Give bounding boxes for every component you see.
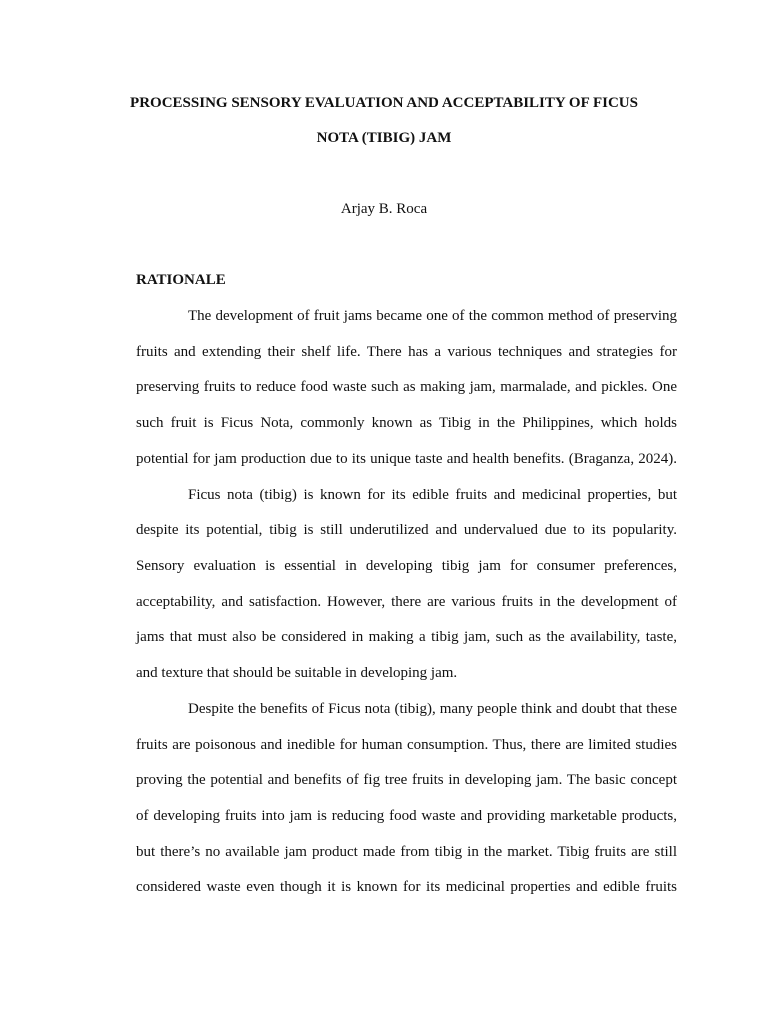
- title-line-1: PROCESSING SENSORY EVALUATION AND ACCEPTABILITY OF FICUS: [130, 95, 638, 111]
- paragraph-2-line-4: acceptability, and satisfaction. However, there are various fruits in the development of: [136, 594, 677, 610]
- paragraph-2-line-6: and texture that should be suitable in developing jam.: [136, 665, 458, 681]
- title-line-2: NOTA (TIBIG) JAM: [316, 130, 452, 146]
- paragraph-3-line-6: considered waste even though it is known for its medicinal properties and edible fruits: [136, 879, 677, 895]
- paragraph-2-line-2: despite its potential, tibig is still underutilized and undervalued due to its popularity.: [136, 522, 677, 538]
- paragraph-3-line-2: fruits are poisonous and inedible for human consumption. Thus, there are limited studies: [136, 737, 677, 753]
- paragraph-1-line-4: such fruit is Ficus Nota, commonly known as Tibig in the Philippines, which holds: [136, 415, 677, 431]
- paragraph-3-line-4: of developing fruits into jam is reducing food waste and providing marketable products,: [136, 808, 677, 824]
- paragraph-1-line-2: fruits and extending their shelf life. There has a various techniques and strategies for: [136, 344, 677, 360]
- paragraph-2-line-3: Sensory evaluation is essential in developing tibig jam for consumer preferences,: [136, 558, 677, 574]
- section-heading: RATIONALE: [136, 272, 226, 288]
- paragraph-3-line-5: but there’s no available jam product made from tibig in the market. Tibig fruits are still: [136, 844, 677, 860]
- author-name: Arjay B. Roca: [340, 201, 428, 217]
- paragraph-2-line-5: jams that must also be considered in making a tibig jam, such as the availability, taste,: [136, 629, 677, 645]
- paragraph-1-line-1: The development of fruit jams became one of the common method of preserving: [188, 308, 677, 324]
- paragraph-3-line-1: Despite the benefits of Ficus nota (tibig), many people think and doubt that these: [188, 701, 677, 717]
- paragraph-1-line-3: preserving fruits to reduce food waste such as making jam, marmalade, and pickles. One: [136, 379, 677, 395]
- paragraph-3-line-3: proving the potential and benefits of fig tree fruits in developing jam. The basic concept: [136, 772, 677, 788]
- paragraph-2-line-1: Ficus nota (tibig) is known for its edible fruits and medicinal properties, but: [188, 487, 677, 503]
- paragraph-1-line-5: potential for jam production due to its unique taste and health benefits. (Braganza, 2024).: [136, 451, 677, 467]
